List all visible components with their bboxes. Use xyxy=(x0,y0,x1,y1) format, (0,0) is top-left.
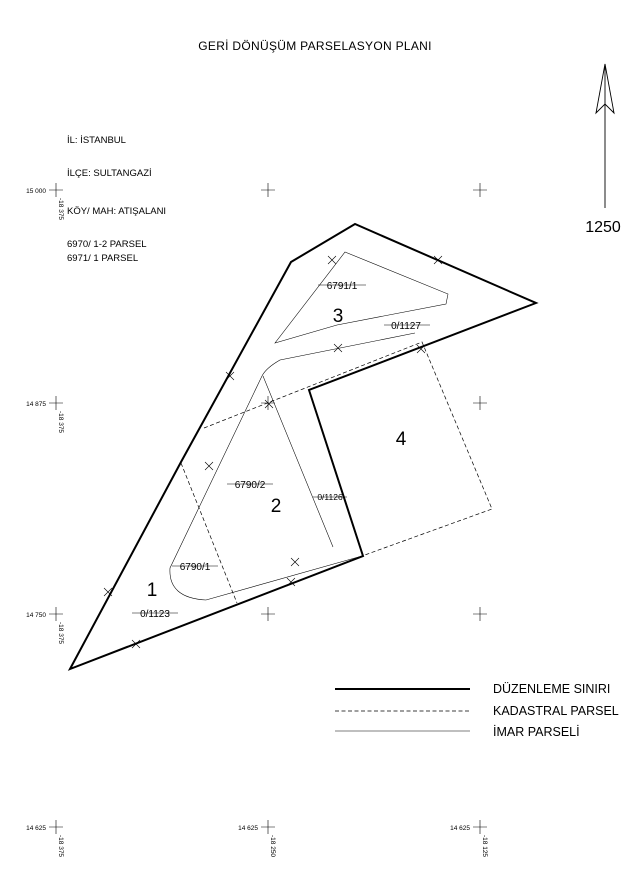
scale-value: 1250 xyxy=(585,219,621,236)
grid-crosses xyxy=(49,183,487,834)
coord-y-14750: 14 750 xyxy=(26,612,46,619)
legend-kadastral: KADASTRAL PARSEL xyxy=(493,704,619,718)
north-arrow-icon xyxy=(596,64,614,208)
info-il: İL: İSTANBUL xyxy=(67,135,126,146)
label-6791-1: 6791/1 xyxy=(326,281,358,292)
parcel-labels xyxy=(132,281,430,620)
coord-e-18125: -18 125 xyxy=(481,835,488,858)
coord-y-15000: 15 000 xyxy=(26,188,46,195)
plan-title: GERİ DÖNÜŞÜM PARSELASYON PLANI xyxy=(198,39,432,53)
parcel-number-1: 1 xyxy=(146,580,158,601)
legend-duzenleme: DÜZENLEME SINIRI xyxy=(493,682,611,696)
legend xyxy=(335,682,619,739)
coord-e-18375-1: -18 375 xyxy=(57,198,64,221)
coord-x-14625-mid: 14 625 xyxy=(238,825,258,832)
label-6790-2: 6790/2 xyxy=(234,480,266,491)
coord-e-18375-3: -18 375 xyxy=(57,622,64,645)
info-block xyxy=(67,135,166,264)
coord-e-18250: -18 250 xyxy=(269,835,276,858)
info-parsel-6971: 6971/ 1 PARSEL xyxy=(67,253,139,264)
label-0-1123: 0/1123 xyxy=(140,609,170,620)
info-parsel-6970: 6970/ 1-2 PARSEL xyxy=(67,239,147,250)
coord-x-14625-right: 14 625 xyxy=(450,825,470,832)
parcel-number-4: 4 xyxy=(395,429,407,450)
coord-e-18375-4: -18 375 xyxy=(57,835,64,858)
coord-y-14875: 14 875 xyxy=(26,401,46,408)
parcel-number-3: 3 xyxy=(332,306,344,327)
info-ilce: İLÇE: SULTANGAZİ xyxy=(67,168,152,179)
coord-x-14625-left: 14 625 xyxy=(26,825,46,832)
label-0-1127: 0/1127 xyxy=(391,321,421,332)
legend-imar: İMAR PARSELİ xyxy=(493,725,580,739)
parcel-number-2: 2 xyxy=(270,496,282,517)
label-6790-1: 6790/1 xyxy=(179,562,211,573)
info-koy: KÖY/ MAH: ATIŞALANI xyxy=(67,206,167,217)
imar-parcels xyxy=(170,252,448,600)
grid-coordinates xyxy=(26,188,488,857)
label-0-1126: 0/1126 xyxy=(317,492,343,502)
coord-e-18375-2: -18 375 xyxy=(57,411,64,434)
